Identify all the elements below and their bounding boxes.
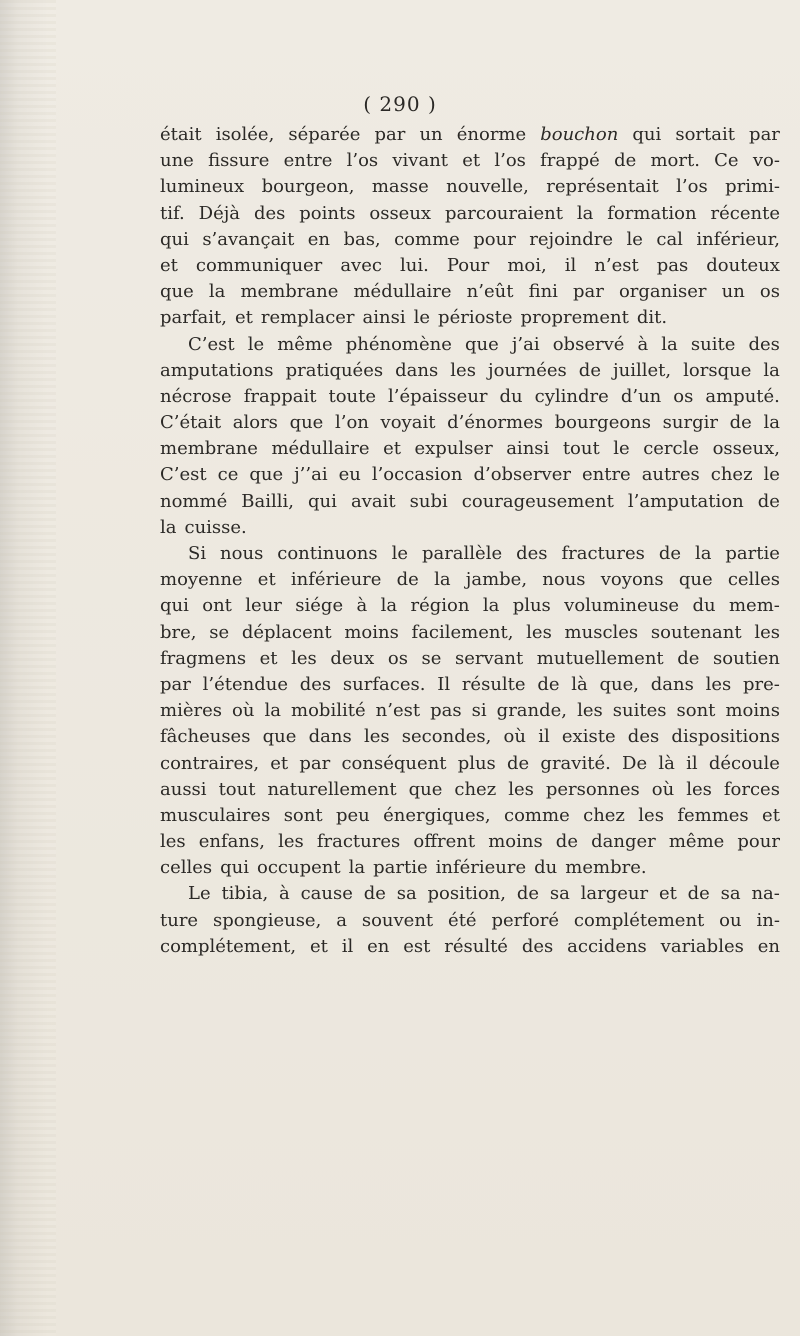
text-line: Si nous continuons le parallèle des fractures de la partie	[188, 543, 780, 564]
binding-shadow	[0, 0, 56, 1336]
text-line: fragmens et les deux os se servant mutuellement de soutien	[160, 647, 780, 669]
text-line: que la membrane médullaire n’eût fini par organiser un os	[160, 281, 780, 303]
text-line: C’est ce que j’’ai eu l’occasion d’observer entre autres chez le	[160, 464, 780, 486]
text-line: était isolée, séparée par un énorme bouchon qui sortait par	[160, 124, 780, 145]
text-line: fâcheuses que dans les secondes, où il existe des dispositions	[160, 726, 780, 748]
text-line: et communiquer avec lui. Pour moi, il n’est pas douteux	[160, 254, 780, 276]
text-line: complétement, et il en est résulté des accidens variables en	[160, 935, 780, 957]
page-number: ( 290 )	[363, 92, 437, 116]
text-line: celles qui occupent la partie inférieure du membre.	[160, 857, 647, 879]
text-line: contraires, et par conséquent plus de gravité. De là il découle	[160, 752, 780, 774]
text-line: nécrose frappait toute l’épaisseur du cylindre d’un os amputé.	[160, 385, 780, 407]
text-line: amputations pratiquées dans les journées de juillet, lorsque la	[160, 359, 780, 381]
text-line: moyenne et inférieure de la jambe, nous voyons que celles	[160, 569, 780, 591]
text-line: qui ont leur siége à la région la plus volumineuse du mem-	[160, 595, 780, 617]
text-line: membrane médullaire et expulser ainsi tout le cercle osseux,	[160, 438, 780, 460]
text-line: tif. Déjà des points osseux parcouraient la formation récente	[160, 202, 780, 224]
text-line: par l’étendue des surfaces. Il résulte de là que, dans les pre-	[160, 673, 780, 695]
text-line: bre, se déplacent moins facilement, les muscles soutenant les	[160, 621, 780, 643]
text-line: C’est le même phénomène que j’ai observé à la suite des	[188, 333, 780, 355]
body-text	[160, 122, 780, 960]
text-line: la cuisse.	[160, 516, 247, 538]
text-line: les enfans, les fractures offrent moins de danger même pour	[160, 831, 780, 853]
text-line: Le tibia, à cause de sa position, de sa largeur et de sa na-	[188, 883, 780, 905]
text-line: une fissure entre l’os vivant et l’os frappé de mort. Ce vo-	[160, 150, 780, 172]
text-line: mières où la mobilité n’est pas si grande, les suites sont moins	[160, 700, 780, 722]
text-line: aussi tout naturellement que chez les personnes où les forces	[160, 778, 780, 800]
text-line: qui s’avançait en bas, comme pour rejoindre le cal inférieur,	[160, 228, 780, 250]
text-line: parfait, et remplacer ainsi le périoste proprement dit.	[160, 307, 668, 329]
text-line: C’était alors que l’on voyait d’énormes bourgeons surgir de la	[160, 412, 780, 434]
text-line: lumineux bourgeon, masse nouvelle, représentait l’os primi-	[160, 176, 780, 198]
text-line: nommé Bailli, qui avait subi courageusement l’amputation de	[160, 490, 780, 512]
text-line: ture spongieuse, a souvent été perforé complétement ou in-	[160, 909, 780, 931]
text-line: musculaires sont peu énergiques, comme chez les femmes et	[160, 804, 780, 826]
